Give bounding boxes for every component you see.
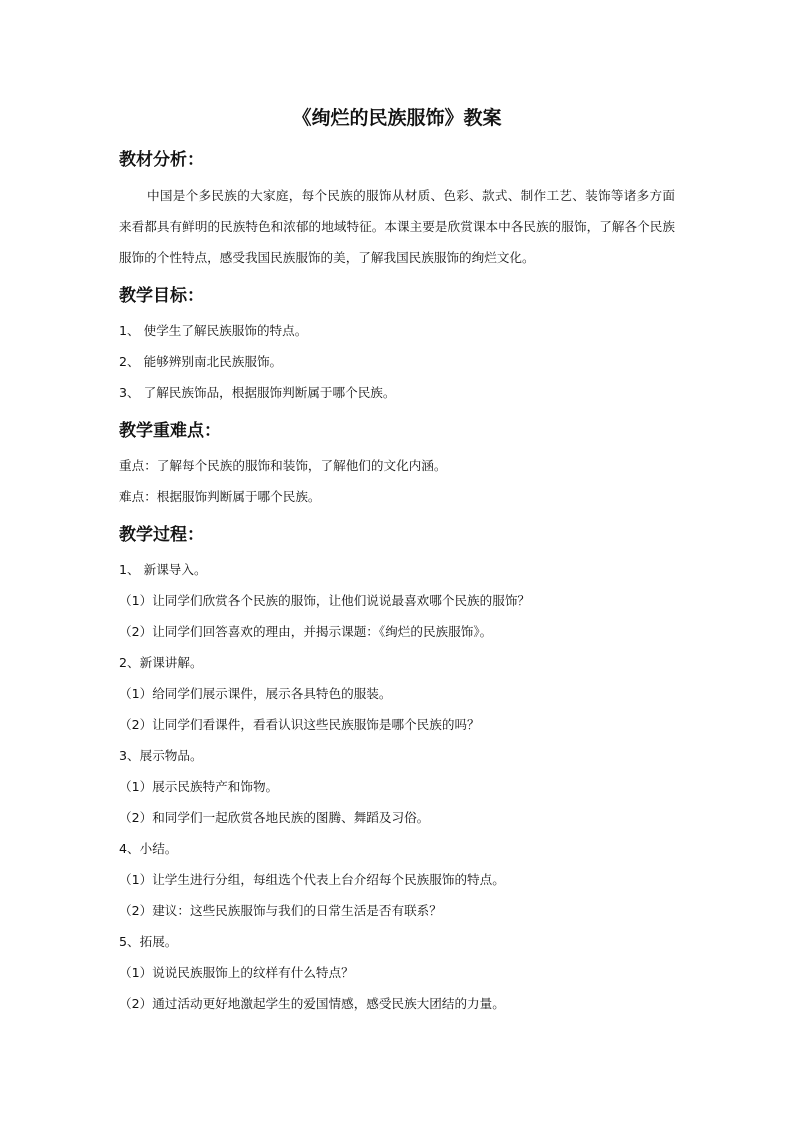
process-item: （1）让同学们欣赏各个民族的服饰，让他们说说最喜欢哪个民族的服饰？ — [119, 593, 531, 608]
section-heading-process: 教学过程： — [119, 525, 204, 545]
objective-item: 1、 使学生了解民族服饰的特点。 — [119, 323, 308, 338]
key-point-item: 重点：了解每个民族的服饰和装饰，了解他们的文化内涵。 — [119, 458, 447, 473]
process-item: 1、 新课导入。 — [119, 562, 207, 577]
process-item: （2）通过活动更好地激起学生的爱国情感，感受民族大团结的力量。 — [119, 996, 505, 1011]
process-item: 4、小结。 — [119, 841, 178, 856]
section-heading-key-points: 教学重难点： — [119, 421, 221, 441]
process-item: （2）建议：这些民族服饰与我们的日常生活是否有联系？ — [119, 903, 442, 918]
process-item: （1）说说民族服饰上的纹样有什么特点？ — [119, 965, 354, 980]
process-item: 5、拓展。 — [119, 934, 178, 949]
process-item: （1）展示民族特产和饰物。 — [119, 779, 279, 794]
process-item: （2）让同学们看课件，看看认识这些民族服饰是哪个民族的吗？ — [119, 717, 480, 732]
section-heading-analysis: 教材分析： — [119, 150, 204, 170]
process-item: 2、新课讲解。 — [119, 655, 203, 670]
process-item: 3、展示物品。 — [119, 748, 203, 763]
objective-item: 2、 能够辨别南北民族服饰。 — [119, 354, 283, 369]
document-title: 《绚烂的民族服饰》教案 — [292, 107, 502, 129]
section-heading-objectives: 教学目标： — [119, 286, 204, 306]
objective-item: 3、 了解民族饰品，根据服饰判断属于哪个民族。 — [119, 385, 396, 400]
analysis-paragraph: 中国是个多民族的大家庭，每个民族的服饰从材质、色彩、款式、制作工艺、装饰等诸多方面来看都具有鲜明的民族特色和浓郁的地域特征。本课主要是欣赏课本中各民族的服饰，了解各个民族服饰的个性特点，感受我国民族服饰的美，了解我国民族服饰的绚烂文化。 — [119, 188, 675, 265]
process-item: （2）和同学们一起欣赏各地民族的图腾、舞蹈及习俗。 — [119, 810, 430, 825]
process-item: （1）让学生进行分组，每组选个代表上台介绍每个民族服饰的特点。 — [119, 872, 505, 887]
process-item: （1）给同学们展示课件，展示各具特色的服装。 — [119, 686, 392, 701]
key-point-item: 难点：根据服饰判断属于哪个民族。 — [119, 489, 321, 504]
process-item: （2）让同学们回答喜欢的理由，并揭示课题：《绚烂的民族服饰》。 — [119, 624, 493, 639]
